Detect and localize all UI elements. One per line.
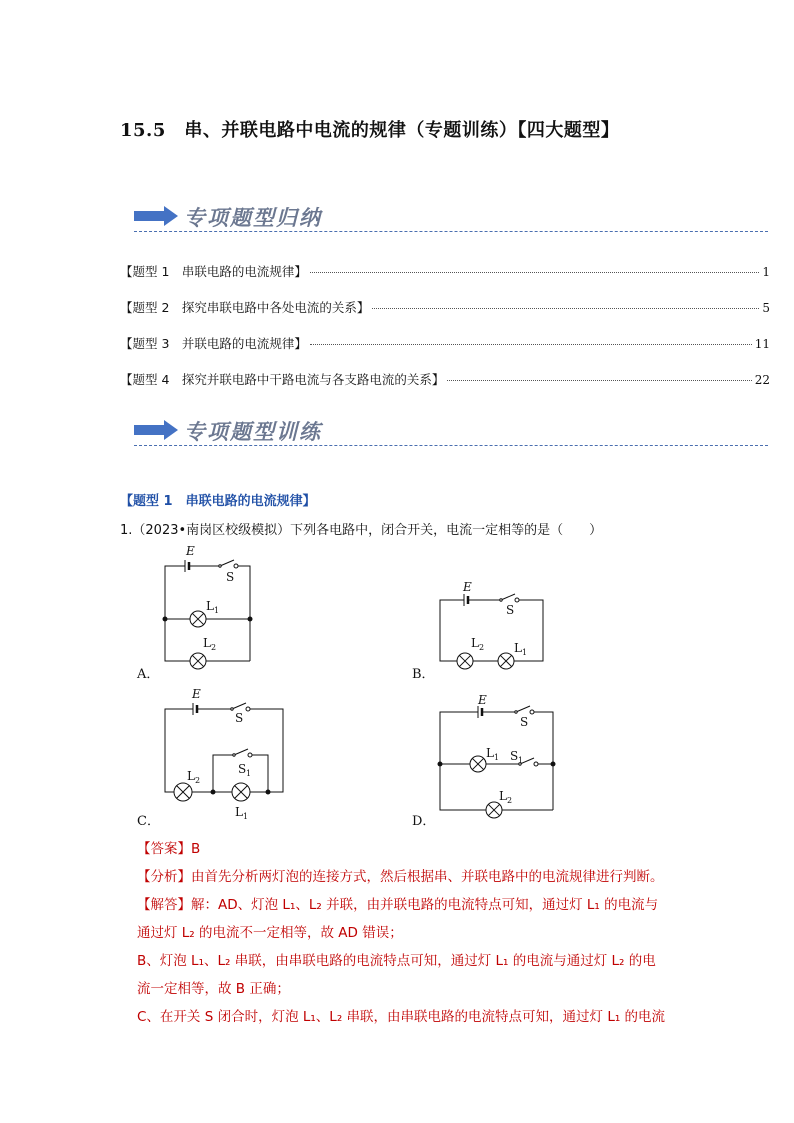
toc-item[interactable] bbox=[120, 370, 770, 390]
circuit-diagrams bbox=[0, 540, 794, 830]
battery-label: E bbox=[478, 693, 487, 707]
svg-text:1: 1 bbox=[214, 606, 220, 615]
summary-banner-text: 专项题型归纳 bbox=[184, 205, 322, 230]
option-a[interactable]: A． bbox=[137, 667, 160, 682]
lamp-label: L bbox=[235, 805, 243, 819]
circuit-c bbox=[165, 703, 283, 792]
analysis-line bbox=[137, 865, 664, 885]
switch-label: S bbox=[506, 603, 515, 617]
toc-page: 22 bbox=[754, 373, 770, 387]
switch-label: S bbox=[238, 762, 247, 776]
training-banner bbox=[134, 416, 768, 446]
svg-text:1: 1 bbox=[243, 812, 249, 821]
page-title: 15.5 串、并联电路中电流的规律（专题训练）【四大题型】 bbox=[120, 120, 620, 141]
toc-item[interactable] bbox=[120, 334, 770, 354]
toc-item[interactable] bbox=[120, 298, 770, 318]
arrow-right-icon bbox=[134, 206, 178, 226]
svg-text:1: 1 bbox=[522, 648, 528, 657]
circuit-b bbox=[440, 594, 543, 661]
solution-line: 通过灯 L₂ 的电流不一定相等，故 AD 错误； bbox=[137, 925, 403, 941]
toc-leader bbox=[310, 272, 759, 273]
lamp-icon bbox=[457, 653, 473, 669]
solution-text: 解：AD、灯泡 L₁、L₂ 并联，由并联电路的电流特点可知，通过灯 L₁ 的电流与 bbox=[191, 897, 659, 913]
svg-text:2: 2 bbox=[507, 796, 513, 805]
summary-banner bbox=[134, 202, 768, 232]
lamp-label: L bbox=[203, 636, 211, 650]
battery-label: E bbox=[186, 544, 195, 558]
banner-divider bbox=[134, 445, 768, 446]
answer-line bbox=[137, 837, 200, 857]
answer-value: B bbox=[191, 841, 201, 857]
lamp-label: L bbox=[486, 746, 494, 760]
battery-label: E bbox=[463, 580, 472, 594]
svg-text:1: 1 bbox=[518, 756, 524, 765]
lamp-icon bbox=[232, 783, 250, 801]
lamp-icon bbox=[190, 611, 206, 627]
training-banner-text: 专项题型训练 bbox=[184, 419, 322, 444]
option-d[interactable]: D． bbox=[412, 814, 436, 829]
section-heading: 【题型 1 串联电路的电流规律】 bbox=[120, 494, 316, 509]
lamp-label: L bbox=[514, 641, 522, 655]
option-b[interactable]: B． bbox=[412, 667, 435, 682]
switch-label: S bbox=[235, 711, 244, 725]
lamp-label: L bbox=[187, 769, 195, 783]
toc-page: 1 bbox=[762, 265, 770, 279]
arrow-right-icon bbox=[134, 420, 178, 440]
lamp-label: L bbox=[206, 599, 214, 613]
solution-line: B、灯泡 L₁、L₂ 串联，由串联电路的电流特点可知，通过灯 L₁ 的电流与通过灯 L₂ 的电 bbox=[137, 953, 656, 969]
svg-text:2: 2 bbox=[195, 776, 201, 785]
lamp-icon bbox=[190, 653, 206, 669]
battery-label: E bbox=[192, 687, 201, 701]
toc-item[interactable] bbox=[120, 262, 770, 282]
lamp-icon bbox=[174, 783, 192, 801]
svg-text:1: 1 bbox=[246, 769, 252, 778]
analysis-tag: 【分析】 bbox=[137, 869, 191, 885]
toc-page: 11 bbox=[754, 337, 770, 351]
toc-leader bbox=[310, 344, 752, 345]
lamp-icon bbox=[486, 802, 502, 818]
lamp-label: L bbox=[499, 789, 507, 803]
toc-label: 【题型 1 串联电路的电流规律】 bbox=[120, 264, 307, 279]
solution-line: C、在开关 S 闭合时，灯泡 L₁、L₂ 串联，由串联电路的电流特点可知，通过灯 L₁ 的电流 bbox=[137, 1009, 666, 1025]
toc-leader bbox=[447, 380, 751, 381]
toc-label: 【题型 4 探究并联电路中干路电流与各支路电流的关系】 bbox=[120, 372, 445, 387]
analysis-text: 由首先分析两灯泡的连接方式，然后根据串、并联电路中的电流规律进行判断。 bbox=[191, 869, 664, 885]
svg-text:2: 2 bbox=[479, 643, 485, 652]
svg-text:2: 2 bbox=[211, 643, 217, 652]
svg-text:1: 1 bbox=[494, 753, 500, 762]
toc-leader bbox=[372, 308, 759, 309]
switch-label: S bbox=[510, 749, 519, 763]
switch-label: S bbox=[226, 570, 235, 584]
question-text: 1.（2023•南岗区校级模拟）下列各电路中，闭合开关，电流一定相等的是（ ） bbox=[120, 523, 603, 538]
lamp-icon bbox=[470, 756, 486, 772]
lamp-icon bbox=[498, 653, 514, 669]
option-c[interactable]: C． bbox=[137, 814, 160, 829]
toc-label: 【题型 2 探究串联电路中各处电流的关系】 bbox=[120, 300, 370, 315]
switch-label: S bbox=[520, 715, 529, 729]
toc-page: 5 bbox=[762, 301, 770, 315]
solution-tag: 【解答】 bbox=[137, 897, 191, 913]
lamp-label: L bbox=[471, 636, 479, 650]
toc-label: 【题型 3 并联电路的电流规律】 bbox=[120, 336, 307, 351]
banner-divider bbox=[134, 231, 768, 232]
solution-line bbox=[137, 893, 658, 913]
answer-tag: 【答案】 bbox=[137, 841, 191, 857]
solution-line: 流一定相等，故 B 正确； bbox=[137, 981, 290, 997]
